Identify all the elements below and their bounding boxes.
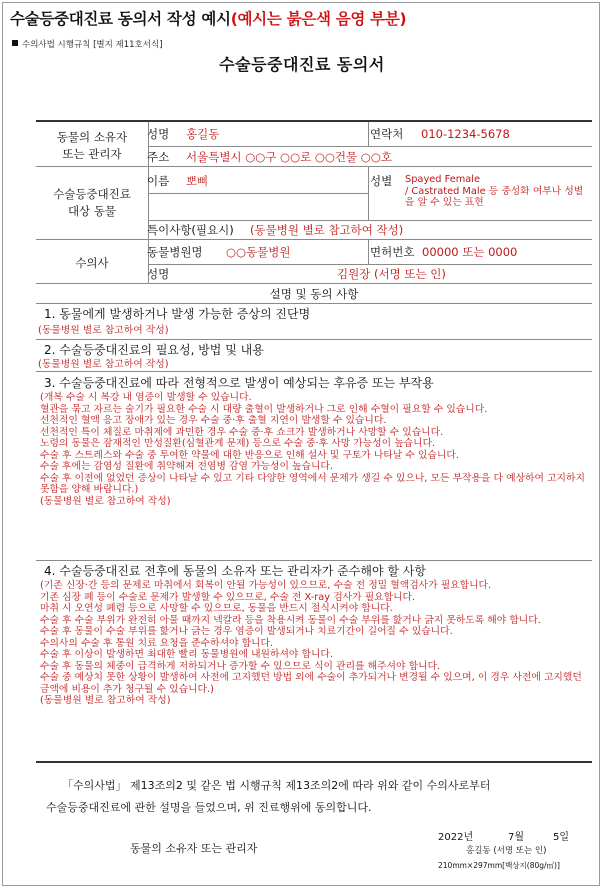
- date-month: 7월: [508, 832, 525, 843]
- section-4-title: 4. 수술등중대진료 전후에 동물의 소유자 또는 관리자가 준수해야 할 사항: [44, 564, 426, 578]
- rule: [36, 166, 592, 167]
- section-2-body: (동물병원 별로 참고하여 작성): [38, 359, 169, 370]
- rule: [36, 239, 592, 240]
- owner-signature: 홍길동 (서명 또는 인): [466, 846, 547, 856]
- section-4-line: 수의사의 수술 후 통원 치료 요청을 준수하셔야 합니다.: [40, 637, 274, 649]
- section-3-line: (개복 수술 시 복강 내 염증이 발생할 수 있습니다.: [40, 392, 252, 403]
- form-reference: [12, 38, 163, 50]
- section-3-line: 혈관을 묶고 자르는 술기가 필요한 수술 시 대량 출혈이 발생하거나 그로 인해 수혈이 필요할 수 있습니다.: [40, 403, 488, 415]
- square-bullet-icon: [12, 40, 18, 46]
- section-4-line: 수술 중 예상치 못한 상황이 발생하여 사전에 고지했던 방법 외에 수술이 추가되거나 변경될 수 있으며, 이 경우 사전에 고지했던 금액에 비용이 추가 청구될 수 있습니다.): [40, 672, 582, 695]
- section-3-line: 노령의 동물은 잠재적인 만성질환(심혈관계 문제) 등으로 수술 중·후 사망 가능성이 높습니다.: [40, 438, 436, 449]
- vet-name-label: 성명: [147, 267, 170, 281]
- license-number-label: 면허번호: [370, 245, 415, 259]
- consent-statement-line-1: 「수의사법」 제13조의2 및 같은 법 시행규칙 제13조의2에 따라 위와 같이 수의사로부터: [62, 779, 491, 792]
- section-1-body: (동물병원 별로 참고하여 작성): [38, 325, 169, 336]
- rule: [36, 560, 592, 561]
- date-day: 5일: [553, 832, 570, 843]
- rule: [36, 339, 592, 340]
- section-3-line: 선천적인 특이 체질로 마취제에 과민한 경우 수술 중·후 쇼크가 발생하거나 사망할 수 있습니다.: [40, 426, 444, 438]
- rule: [148, 193, 368, 194]
- animal-name-value: 뽀삐: [186, 174, 209, 188]
- owner-name-value: 홍길동: [186, 127, 220, 141]
- consent-statement-line-2: 수술등중대진료에 관한 설명을 들었으며, 위 진료행위에 동의합니다.: [46, 801, 372, 814]
- owner-phone-value: 010-1234-5678: [421, 127, 510, 141]
- section-3-line: 수술 후에는 감염성 질환에 취약해져 전염병 감염 가능성이 높습니다.: [40, 461, 334, 472]
- section-3-line: (동물병원 별로 참고하여 작성): [40, 495, 171, 507]
- special-notes-value: (동물병원 별로 참고하여 작성): [250, 223, 404, 237]
- section-1-title: 1. 동물에게 발생하거나 발생 가능한 증상의 진단명: [44, 307, 311, 321]
- hospital-name-label: 동물병원명: [147, 245, 203, 259]
- section-4-line: (동물병원 별로 참고하여 작성): [40, 695, 171, 706]
- animal-sex-label: 성별: [370, 174, 393, 188]
- section-3-line: 선천적인 혈액 응고 장애가 있는 경우 수술 중·후 출혈 지연이 발생할 수 있습니다.: [40, 415, 387, 426]
- section-3-title: 3. 수술등중대진료에 따라 전형적으로 발생이 예상되는 후유증 또는 부작용: [44, 376, 434, 390]
- rule: [148, 264, 592, 265]
- explain-header: 설명 및 동의 사항: [269, 287, 359, 301]
- section-3-line: 수술 후 이전에 없었던 증상이 나타날 수 있고 기타 다양한 영역에서 문제가 생길 수 있으나, 모든 부작용을 다 예상하여 고지하지 못함을 양해 바랍니다.): [40, 472, 585, 495]
- section-4-line: 마취 시 오연성 폐렴 등으로 사망할 수 있으므로, 동물을 반드시 절식시켜야 합니다.: [40, 603, 393, 614]
- rule: [36, 283, 592, 284]
- section-4-line: (기존 신장·간 등의 문제로 마취에서 회복이 안될 가능성이 있으므로, 수술 전 정밀 혈액검사가 필요합니다.: [40, 580, 492, 591]
- date-year: 2022년: [438, 832, 474, 843]
- section-4-line: 기존 심장 폐 등이 수술로 문제가 발생할 수 있으므로, 수술 전 X-ray 검사가 필요합니다.: [40, 591, 416, 603]
- rule: [148, 146, 592, 147]
- owner-address-label: 주소: [147, 150, 170, 164]
- heading-black: 수술등중대진료 동의서 작성 예시: [10, 10, 231, 28]
- rule: [148, 220, 592, 221]
- rule: [368, 166, 369, 220]
- rule: [368, 122, 369, 146]
- heading-red: (예시는 붉은색 음영 부분): [230, 10, 407, 28]
- form-reference-text: 수의사법 시행규칙 [별지 제11호서식]: [22, 40, 163, 50]
- page-heading: [10, 7, 406, 29]
- rule: [36, 371, 592, 372]
- section-4-line: 수술 후 수술 부위가 완전히 아물 때까지 넥칼라 등을 착용시켜 동물이 수술 부위를 핥거나 긁지 못하도록 해야 합니다.: [40, 614, 541, 626]
- animal-sex-value: Spayed Female / Castrated Male 등 중성화 여부나 성별을 알 수 있는 표현: [405, 174, 584, 208]
- owner-signature-label: 동물의 소유자 또는 관리자: [130, 842, 258, 855]
- section-4-line: 수술 후 동물이 수술 부위를 핥거나 긁는 경우 염증이 발생되거나 치료기간이 길어질 수 있습니다.: [40, 626, 453, 637]
- owner-row-label: 동물의 소유자 또는 관리자: [56, 130, 128, 161]
- consent-form-table: [36, 120, 592, 763]
- document-title: 수술등중대진료 동의서: [219, 55, 385, 74]
- section-3-line: 수술 후 스트레스와 수술 중 투여한 약물에 대한 반응으로 인해 설사 및 구토가 나타날 수 있습니다.: [40, 449, 459, 461]
- owner-name-label: 성명: [147, 127, 170, 141]
- animal-name-label: 이름: [147, 174, 170, 188]
- owner-address-value: 서울특별시 ○○구 ○○로 ○○건물 ○○호: [186, 150, 392, 164]
- section-4-line: 수술 후 이상이 발생하면 최대한 빨리 동물병원에 내원하셔야 합니다.: [40, 649, 334, 660]
- owner-phone-label: 연락처: [370, 127, 404, 141]
- vet-row-label: 수의사: [75, 256, 109, 270]
- section-2-title: 2. 수술등중대진료의 필요성, 방법 및 내용: [44, 343, 264, 357]
- hospital-name-value: ○○동물병원: [226, 245, 291, 259]
- vet-name-value: 김원장 (서명 또는 인): [337, 267, 446, 281]
- license-number-value: 00000 또는 0000: [422, 245, 518, 259]
- special-notes-label: 특이사항(필요시): [147, 223, 234, 237]
- paper-spec: 210mm×297mm[백상지(80g/㎡)]: [438, 861, 560, 870]
- section-3-body: [40, 392, 588, 507]
- section-4-line: 수술 후 동물의 체중이 급격하게 저하되거나 증가할 수 있으므로 식이 관리를 해주셔야 합니다.: [40, 660, 441, 672]
- rule: [368, 239, 369, 264]
- animal-row-label: 수술등중대진료 대상 동물: [53, 187, 131, 218]
- rule: [36, 303, 592, 304]
- section-4-body: [40, 580, 588, 707]
